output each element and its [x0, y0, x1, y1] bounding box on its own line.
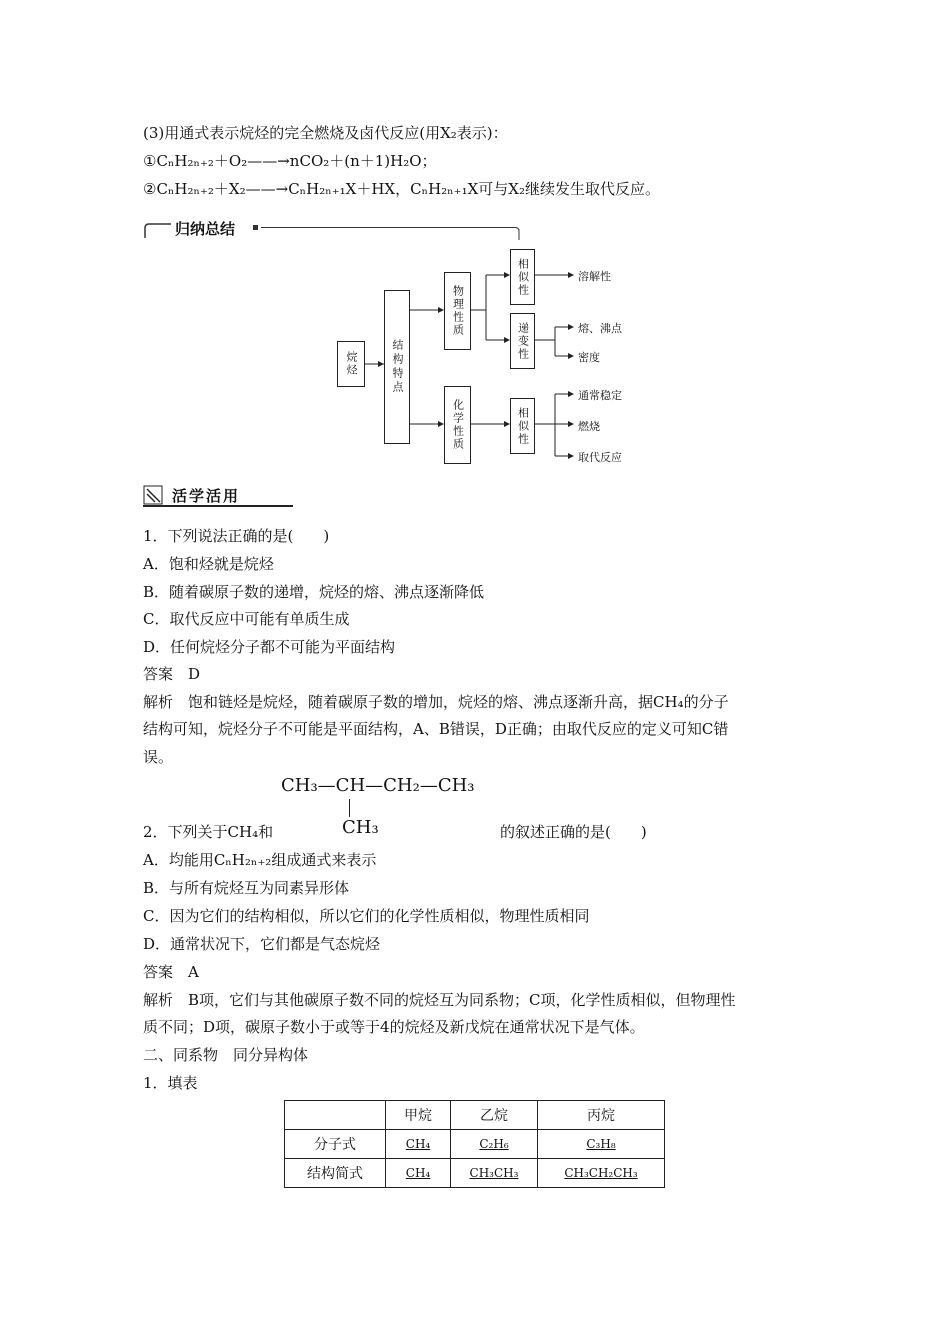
- node-physical-similarity: [510, 249, 535, 305]
- isobutane-formula-main: CH₃—CH—CH₂—CH₃: [281, 775, 475, 796]
- q2-analysis-line-1: 解析 B项，它们与其他碳原子数不同的烷烃互为同系物；C项，化学性质相似，但物理性: [143, 991, 736, 1009]
- table-cell-value: CH₄: [405, 1166, 431, 1180]
- leaf-substitution: 取代反应: [578, 451, 622, 464]
- formula-branch-bond: [349, 799, 350, 817]
- table-header-cell: 甲烷: [386, 1101, 451, 1130]
- q2-answer: 答案 A: [143, 963, 199, 981]
- table-cell: [451, 1130, 538, 1159]
- q1-answer: 答案 D: [143, 665, 201, 683]
- table-cell-value: CH₃CH₂CH₃: [564, 1166, 638, 1180]
- node-physical-properties: [444, 272, 471, 350]
- q2-stem-right: 的叙述正确的是( ): [500, 823, 647, 841]
- q1-analysis-line-1: 解析 饱和链烃是烷烃，随着碳原子数的增加，烷烃的熔、沸点逐渐升高，据CH₄的分子: [143, 693, 729, 711]
- node-physical-properties-label: 物理性质: [451, 285, 465, 337]
- intro-line-1: (3)用通式表示烷烃的完全燃烧及卤代反应(用X₂表示)：: [143, 124, 508, 142]
- node-alkane-label: 烷烃: [345, 351, 358, 377]
- node-chemical-properties-label: 化学性质: [451, 399, 465, 451]
- node-chemical-similarity-label: 相似性: [516, 406, 530, 446]
- q1-option-d: D．任何烷烃分子都不可能为平面结构: [143, 638, 396, 656]
- table-cell: [386, 1159, 451, 1188]
- node-gradual-change: [510, 313, 535, 369]
- table-header-cell: 乙烷: [451, 1101, 538, 1130]
- table-header-cell: [285, 1101, 386, 1130]
- node-alkane: [337, 341, 365, 387]
- q1-option-a: A．饱和烃就是烷烃: [143, 555, 274, 573]
- node-chemical-similarity: [510, 398, 535, 454]
- q1-stem: 1．下列说法正确的是( ): [143, 527, 330, 545]
- intro-line-3: ②CₙH₂ₙ₊₂＋X₂——→CₙH₂ₙ₊₁X＋HX，CₙH₂ₙ₊₁X可与X₂继续发生取代反应。: [143, 180, 660, 198]
- q1-analysis-line-2: 结构可知，烷烃分子不可能是平面结构，A、B错误，D正确；由取代反应的定义可知C错: [143, 720, 729, 738]
- table-row: [285, 1130, 665, 1159]
- table-cell-value: C₃H₈: [586, 1137, 616, 1151]
- section2-fill-table: 1．填表: [143, 1074, 198, 1092]
- alkane-table: [284, 1100, 665, 1188]
- q2-option-b: B．与所有烷烃互为同素异形体: [143, 879, 350, 897]
- table-cell: [538, 1130, 665, 1159]
- q2-option-a: A．均能用CₙH₂ₙ₊₂组成通式来表示: [143, 851, 377, 869]
- node-gradual-change-label: 递变性: [516, 321, 530, 361]
- q1-option-b: B．随着碳原子数的递增，烷烃的熔、沸点逐渐降低: [143, 583, 485, 601]
- table-header-row: [285, 1101, 665, 1130]
- q2-option-d: D．通常状况下，它们都是气态烷烃: [143, 935, 381, 953]
- intro-line-2: ①CₙH₂ₙ₊₂＋O₂——→nCO₂＋(n＋1)H₂O；: [143, 152, 437, 170]
- isobutane-formula-branch: CH₃: [342, 817, 379, 838]
- leaf-combustion: 燃烧: [578, 420, 600, 433]
- leaf-solubility: 溶解性: [578, 270, 611, 283]
- table-header-cell: 丙烷: [538, 1101, 665, 1130]
- node-structure-feature: [384, 290, 410, 444]
- table-cell: [451, 1159, 538, 1188]
- leaf-stable: 通常稳定: [578, 389, 622, 402]
- leaf-density: 密度: [578, 351, 600, 364]
- table-row: [285, 1159, 665, 1188]
- node-physical-similarity-label: 相似性: [516, 257, 530, 297]
- node-chemical-properties: [444, 386, 471, 464]
- q2-stem-left: 2．下列关于CH₄和: [143, 823, 274, 841]
- q1-option-c: C．取代反应中可能有单质生成: [143, 610, 350, 628]
- leaf-melting-boiling: 熔、沸点: [578, 322, 622, 335]
- table-row-label: 结构简式: [285, 1159, 386, 1188]
- q2-option-c: C．因为它们的结构相似，所以它们的化学性质相似，物理性质相同: [143, 907, 590, 925]
- table-cell: [538, 1159, 665, 1188]
- practice-title: 活学活用: [172, 487, 241, 505]
- summary-title: 归纳总结: [175, 220, 236, 238]
- table-row-label: 分子式: [285, 1130, 386, 1159]
- table-cell: [386, 1130, 451, 1159]
- table-cell-value: CH₄: [405, 1137, 431, 1151]
- section2-heading: 二、同系物 同分异构体: [143, 1046, 309, 1064]
- q1-analysis-line-3: 误。: [143, 748, 174, 766]
- table-cell-value: C₂H₆: [479, 1137, 509, 1151]
- table-cell-value: CH₃CH₃: [469, 1166, 519, 1180]
- node-structure-feature-label: 结构特点: [391, 339, 404, 395]
- q2-analysis-line-2: 质不同；D项，碳原子数小于或等于4的烷烃及新戊烷在通常状况下是气体。: [143, 1018, 645, 1036]
